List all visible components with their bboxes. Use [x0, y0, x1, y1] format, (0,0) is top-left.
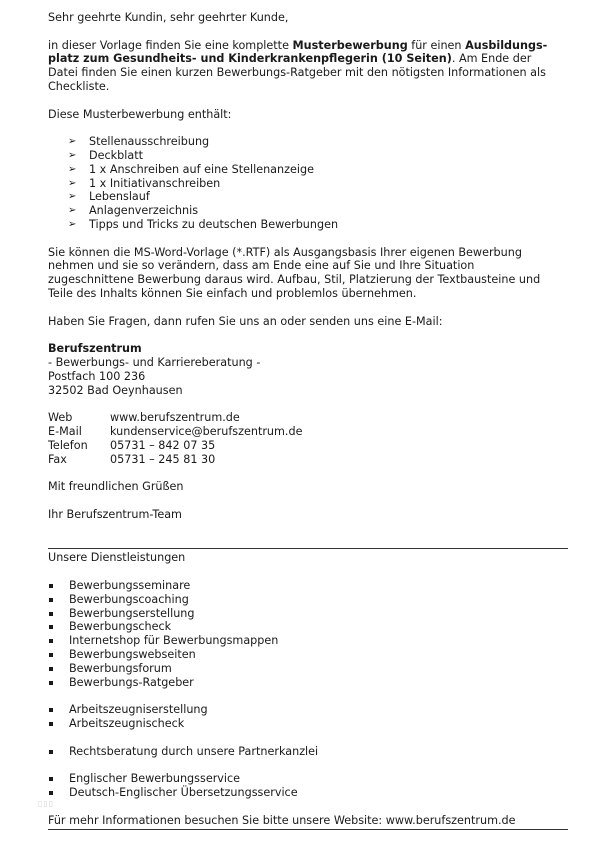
services-list-4	[48, 772, 568, 800]
list-item: ➢ Stellenausschreibung	[68, 135, 568, 149]
signature: Ihr Berufszentrum-Team	[48, 507, 182, 521]
list-item: Englischer Bewerbungsservice	[48, 772, 568, 786]
address-block	[48, 342, 568, 397]
list-item: Bewerbungs-Ratgeber	[48, 676, 568, 690]
address-street: Postfach 100 236	[48, 369, 146, 383]
list-item: Bewerbungsforum	[48, 662, 568, 676]
word-info-line: zugeschnittene Bewerbung daraus wird. Aufbau, Stil, Platzierung der Textbausteine und	[48, 273, 541, 287]
intro-text-3: . Am Ende der	[451, 52, 532, 66]
questions-text: Haben Sie Fragen, dann rufen Sie uns an oder senden uns eine E-Mail:	[48, 314, 443, 328]
contact-label: Web	[48, 411, 73, 425]
intro-bold-musterbewerbung: Musterbewerbung	[292, 38, 408, 52]
list-item: Bewerbungscheck	[48, 620, 568, 634]
list-item: Arbeitszeugnischeck	[48, 717, 568, 731]
list-item: ➢ 1 x Anschreiben auf eine Stellenanzeige	[68, 163, 568, 177]
contact-block	[48, 411, 568, 466]
contact-row-web	[48, 411, 568, 425]
contact-label: E-Mail	[48, 424, 82, 438]
website-link[interactable]: www.berufszentrum.de	[110, 411, 240, 425]
footer-text: Für mehr Informationen besuchen Sie bitte unsere Website: www.berufszentrum.de	[48, 813, 516, 827]
contact-row-email	[48, 425, 568, 439]
list-item: Internetshop für Bewerbungsmappen	[48, 634, 568, 648]
company-subtitle: - Bewerbungs- und Karriereberatung -	[48, 355, 261, 369]
services-list-3	[48, 745, 568, 759]
address-city: 32502 Bad Oeynhausen	[48, 383, 183, 397]
list-item: ➢ Tipps und Tricks zu deutschen Bewerbungen	[68, 218, 568, 232]
list-item: Deutsch-Englischer Übersetzungsservice	[48, 786, 568, 800]
list-item: ➢ Lebenslauf	[68, 190, 568, 204]
list-item: ➢ Anlagenverzeichnis	[68, 204, 568, 218]
list-item: ➢ Deckblatt	[68, 149, 568, 163]
closing: Mit freundlichen Grüßen	[48, 480, 184, 494]
intro-bold-position: platz zum Gesundheits- und Kinderkrankenpflegerin (10 Seiten)	[48, 52, 452, 66]
word-info-paragraph	[48, 246, 568, 301]
list-item: Bewerbungserstellung	[48, 607, 568, 621]
contact-label: Fax	[48, 452, 67, 466]
services-heading: Unsere Dienstleistungen	[48, 551, 186, 565]
list-item: Arbeitszeugniserstellung	[48, 703, 568, 717]
list-item: Bewerbungswebseiten	[48, 648, 568, 662]
intro-line-4: Checkliste.	[48, 79, 110, 93]
word-info-line: Sie können die MS-Word-Vorlage (*.RTF) als Ausgangsbasis Ihrer eigenen Bewerbung	[48, 245, 522, 259]
contact-label: Telefon	[48, 438, 88, 452]
services-list-2	[48, 703, 568, 731]
watermark-mark: ▯▯▯	[38, 799, 55, 808]
email-link[interactable]: kundenservice@berufszentrum.de	[110, 424, 303, 438]
intro-line-3: Datei finden Sie einen kurzen Bewerbungs-Ratgeber mit den nötigsten Informationen als	[48, 66, 546, 80]
intro-text-2: für einen	[407, 38, 466, 52]
list-item: Rechtsberatung durch unsere Partnerkanzlei	[48, 745, 568, 759]
list-item: Bewerbungscoaching	[48, 593, 568, 607]
contact-row-fax	[48, 453, 568, 467]
company-name: Berufszentrum	[48, 342, 142, 356]
footer-divider-line	[48, 829, 568, 830]
word-info-line: nehmen und sie so verändern, dass am Ende eine auf Sie und Ihre Situation	[48, 259, 475, 273]
salutation: Sehr geehrte Kundin, sehr geehrter Kunde,	[48, 11, 289, 24]
services-list-1	[48, 579, 568, 689]
document-content	[48, 11, 568, 830]
phone-value: 05731 – 842 07 35	[110, 438, 216, 452]
list-item: Bewerbungsseminare	[48, 579, 568, 593]
word-info-line: Teile des Inhalts können Sie einfach und problemlos übernehmen.	[48, 286, 417, 300]
list-item: ➢ 1 x Initiativanschreiben	[68, 177, 568, 191]
intro-bold-ausbildung: Ausbildungs-	[465, 38, 548, 52]
contents-heading: Diese Musterbewerbung enthält:	[48, 107, 232, 121]
intro-paragraph	[48, 39, 568, 94]
fax-value: 05731 – 245 81 30	[110, 452, 216, 466]
contact-row-phone	[48, 439, 568, 453]
contents-list	[48, 135, 568, 232]
intro-text-1: in dieser Vorlage finden Sie eine komplette	[48, 38, 293, 52]
